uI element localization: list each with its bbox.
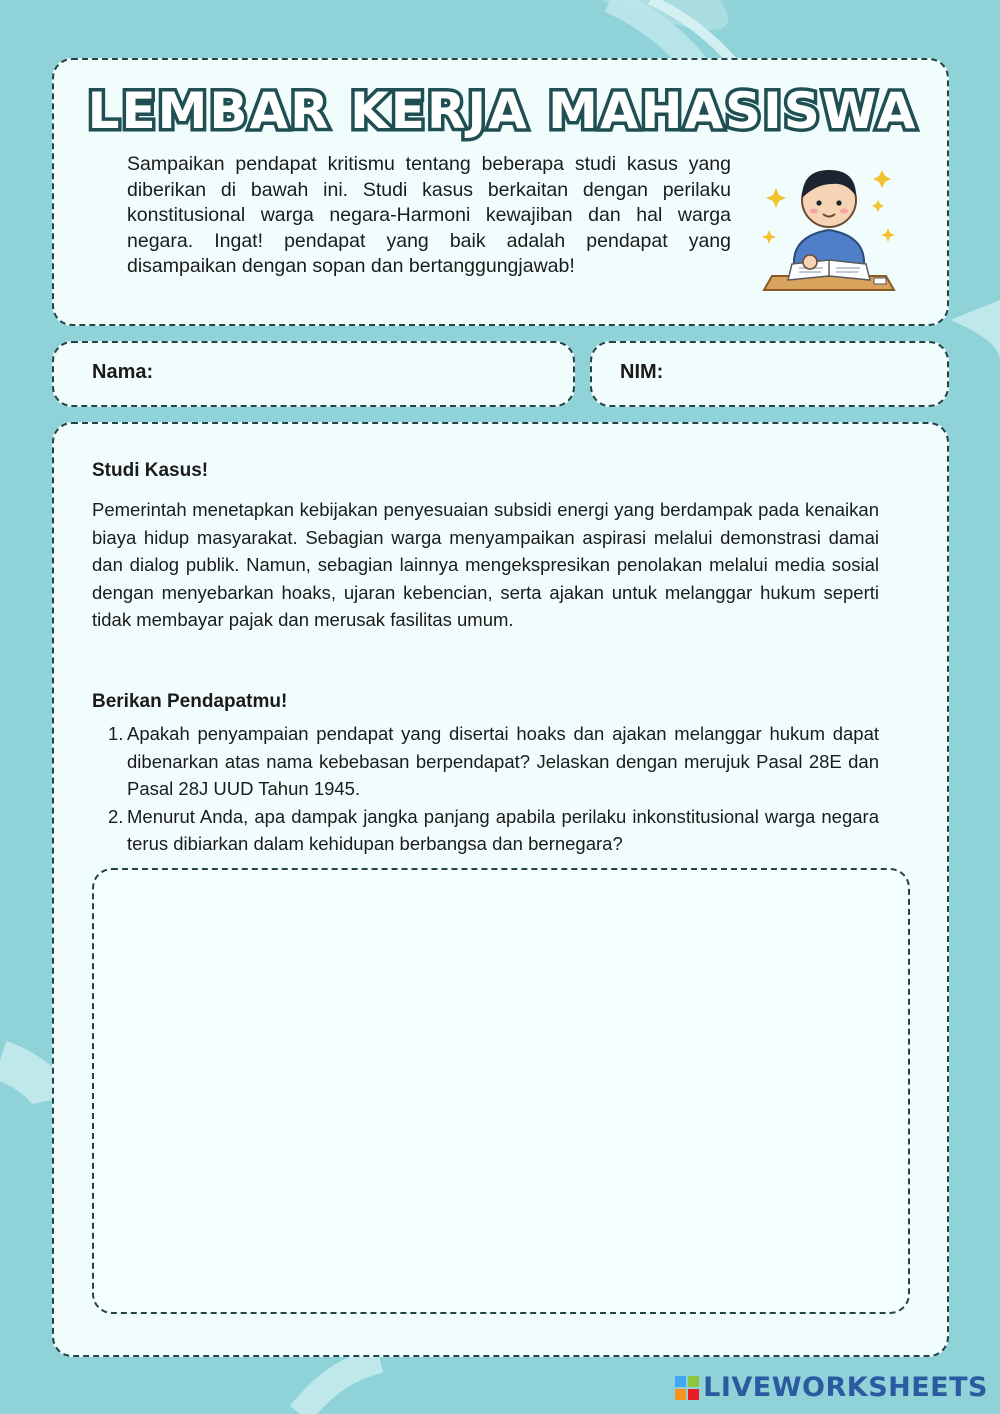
question-text: Apakah penyampaian pendapat yang disertai hoaks dan ajakan melanggar hukum dapat dibenarkan atas nama kebebasan berpendapat? Jelaskan dengan merujuk Pasal 28E dan Pasal 28J UUD Tahun 1945.: [127, 723, 879, 800]
case-study-text: Pemerintah menetapkan kebijakan penyesuaian subsidi energi yang berdampak pada kenaikan biaya hidup masyarakat. Sebagian warga menyampaikan aspirasi melalui demonstrasi damai dan dialog publik. Namun, sebagian lainnya mengekspresikan penolakan melalui media sosial dengan menyebarkan hoaks, ujaran kebencian, serta ajakan untuk melanggar hukum seperti tidak membayar pajak dan merusak fasilitas umum.: [92, 499, 879, 631]
question-text: Menurut Anda, apa dampak jangka panjang apabila perilaku inkonstitusional warga negara terus dibiarkan dalam kehidupan berbangsa dan bernegara?: [127, 805, 879, 855]
nama-label: Nama:: [92, 361, 154, 383]
questions-title: Berikan Pendapatmu!: [92, 691, 288, 712]
main-card: [52, 422, 949, 1357]
page-title: LEMBAR KERJA MAHASISWA: [87, 82, 918, 140]
liveworksheets-blocks-icon: [675, 1376, 699, 1400]
student-studying-icon: [754, 148, 904, 298]
question-number: 2.: [108, 805, 124, 827]
answer-box: [92, 868, 910, 1314]
nim-label: NIM:: [620, 361, 664, 383]
header-card: [52, 58, 949, 326]
question-item: [92, 720, 879, 803]
question-list: [92, 720, 879, 858]
question-item: [92, 803, 879, 858]
question-number: 1.: [108, 723, 124, 744]
intro-text: Sampaikan pendapat kritismu tentang beberapa studi kasus yang diberikan di bawah ini. Studi kasus berkaitan dengan perilaku konstitusional warga negara-Harmoni kewajiban dan hal warga negara. Ingat! pendapat yang baik adalah pendapat yang disampaikan dengan sopan dan bertanggungjawab!: [127, 153, 731, 277]
liveworksheets-logo: [675, 1372, 988, 1403]
answer-input[interactable]: [94, 870, 908, 1312]
nama-field[interactable]: [52, 341, 575, 407]
case-study-title: Studi Kasus!: [92, 460, 209, 481]
nim-field[interactable]: [590, 341, 949, 407]
brand-name: LIVEWORKSHEETS: [703, 1372, 988, 1403]
